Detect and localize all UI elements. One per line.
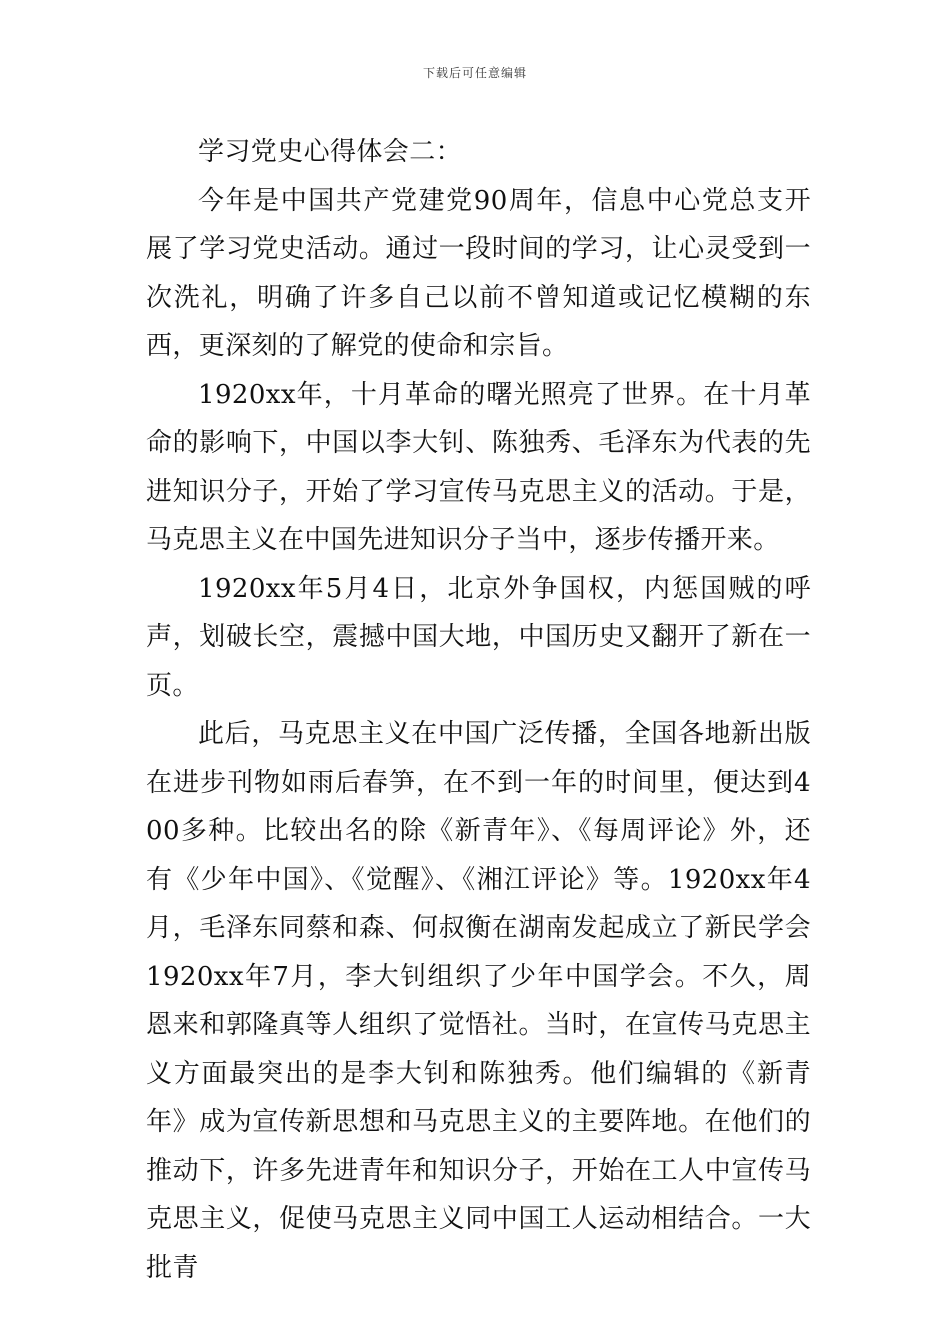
paragraph-may-fourth: 1920xx年5月4日，北京外争国权，内惩国贼的呼声，划破长空，震撼中国大地，中国历史又翻开了新在一页。 xyxy=(146,573,811,701)
section-heading: 学习党史心得体会二： xyxy=(198,137,463,167)
paragraph-intro: 今年是中国共产党建党90周年，信息中心党总支开展了学习党史活动。通过一段时间的学习，让心灵受到一次洗礼，明确了许多自己以前不曾知道或记忆模糊的东西，更深刻的了解党的使命和宗旨。 xyxy=(146,185,811,361)
header-note: 下载后可任意编辑 xyxy=(422,66,527,80)
document-body xyxy=(146,128,811,1292)
paragraph-marxism-spread: 此后，马克思主义在中国广泛传播，全国各地新出版在进步刊物如雨后春笋，在不到一年的时间里，便达到400多种。比较出名的除《新青年》、《每周评论》外，还有《少年中国》、《觉醒》、《湘江评论》等。1920xx年4月，毛泽东同蔡和森、何叔衡在湖南发起成立了新民学会1920xx年7月，李大钊组织了少年中国学会。不久，周恩来和郭隆真等人组织了觉悟社。当时，在宣传马克思主义方面最突出的是李大钊和陈独秀。他们编辑的《新青年》成为宣传新思想和马克思主义的主要阵地。在他们的推动下，许多先进青年和知识分子，开始在工人中宣传马克思主义，促使马克思主义同中国工人运动相结合。一大批青 xyxy=(146,719,811,1283)
paragraph-october-revolution: 1920xx年，十月革命的曙光照亮了世界。在十月革命的影响下，中国以李大钊、陈独秀、毛泽东为代表的先进知识分子，开始了学习宣传马克思主义的活动。于是，马克思主义在中国先进知识分子当中，逐步传播开来。 xyxy=(146,379,811,555)
